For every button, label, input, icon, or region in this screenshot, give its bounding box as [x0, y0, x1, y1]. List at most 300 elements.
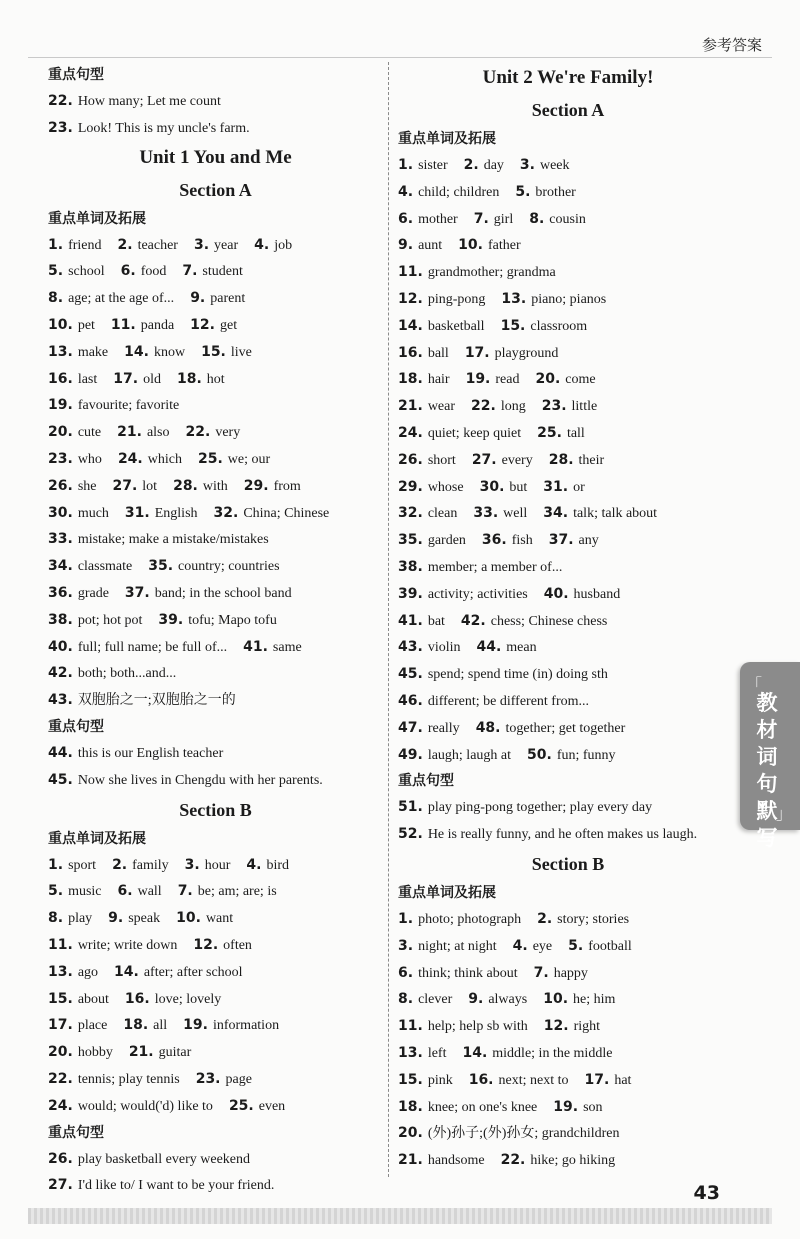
answer-line [48, 473, 383, 500]
answer-text: He is really funny, and he often makes us laugh. [427, 827, 698, 843]
answer-line [48, 607, 383, 634]
answer-number: 19. [48, 397, 73, 414]
answer-text: I'd like to/ I want to be your friend. [77, 1178, 275, 1194]
answer-number: 14. [398, 317, 423, 334]
answer-line [48, 312, 383, 339]
answer-line [398, 608, 738, 635]
answer-text: play basketball every weekend [77, 1151, 251, 1167]
answer-text: mistake; make a mistake/mistakes [77, 532, 269, 548]
answer-text: student [202, 264, 243, 280]
answer-number: 23. [195, 1070, 221, 1087]
answer-text: panda [140, 317, 175, 333]
answer-number: 15. [398, 1071, 423, 1088]
answer-number: 35. [398, 532, 423, 549]
column-divider [388, 62, 389, 1177]
answer-text: really [427, 720, 460, 736]
answer-text: make [77, 344, 109, 360]
answer-text: aunt [418, 238, 443, 254]
answer-text: together; get together [505, 720, 626, 736]
answer-text: lot [142, 478, 158, 494]
answer-text: left [427, 1045, 447, 1061]
answer-text: spend; spend time (in) doing sth [427, 667, 608, 683]
answer-number: 20. [48, 1044, 73, 1061]
answer-text: grandmother; grandma [427, 265, 556, 281]
answer-line [48, 580, 383, 607]
answer-text: grade [77, 585, 109, 601]
answer-line [398, 179, 738, 206]
answer-number: 40. [543, 585, 569, 602]
answer-text: well [503, 506, 528, 522]
answer-number: 3. [519, 157, 535, 173]
answer-text: father [487, 238, 521, 254]
answer-text: quiet; keep quiet [427, 425, 522, 441]
answer-text: fish [511, 533, 533, 549]
answer-number: 22. [500, 1152, 526, 1169]
answer-text: activity; activities [427, 586, 528, 602]
answer-line [398, 313, 738, 340]
answer-text: this is our English teacher [77, 745, 224, 761]
header-divider [28, 57, 772, 58]
answer-line [398, 821, 738, 848]
answer-number: 19. [465, 371, 491, 388]
sub-heading: 重点单词及拓展 [48, 830, 146, 847]
answer-line [398, 286, 738, 313]
answer-text: want [205, 911, 234, 927]
answer-number: 11. [48, 936, 73, 953]
answer-text: any [578, 533, 599, 549]
answer-number: 17. [584, 1071, 610, 1088]
answer-text: information [212, 1018, 280, 1034]
answer-text: fun; funny [556, 747, 616, 763]
answer-number: 15. [48, 990, 73, 1007]
answer-number: 13. [501, 290, 527, 307]
answer-number: 24. [48, 1097, 73, 1114]
answer-number: 49. [398, 746, 423, 763]
answer-number: 2. [112, 856, 128, 873]
answer-line [48, 878, 383, 905]
answer-text: talk; talk about [573, 506, 658, 522]
answer-text: wall [137, 884, 162, 900]
answer-number: 47. [398, 719, 423, 736]
answer-number: 16. [468, 1071, 494, 1088]
answer-text: job [274, 237, 293, 253]
answer-line [398, 1094, 738, 1121]
answer-text: place [77, 1018, 108, 1034]
answer-number: 44. [476, 639, 502, 656]
answer-text: bird [266, 857, 290, 873]
answer-text: same [272, 639, 302, 655]
answer-line [398, 661, 738, 688]
sub-heading: 重点句型 [48, 1124, 104, 1141]
answer-number: 31. [543, 478, 569, 495]
answer-number: 29. [398, 478, 423, 495]
answer-line [48, 500, 383, 527]
answer-number: 41. [398, 612, 423, 629]
answer-text: speak [128, 911, 161, 927]
answer-number: 39. [398, 585, 423, 602]
answer-line [48, 959, 383, 986]
answer-number: 21. [117, 424, 142, 441]
answer-text: ping-pong [427, 291, 486, 307]
answer-number: 9. [398, 237, 414, 254]
answer-number: 4. [398, 183, 414, 200]
answer-text: always [488, 992, 528, 1008]
answer-text: live [230, 344, 252, 360]
bracket-close-icon: 」 [775, 806, 792, 823]
answer-line [48, 1066, 383, 1093]
answer-number: 5. [568, 937, 584, 954]
answer-number: 10. [543, 991, 569, 1008]
answer-text: music [68, 884, 102, 900]
answer-text: hair [427, 372, 450, 388]
answer-text: classmate [77, 559, 133, 575]
answer-line [398, 232, 738, 259]
answer-number: 17. [48, 1017, 73, 1034]
answer-number: 2. [117, 236, 133, 253]
answer-text: mean [506, 640, 537, 656]
answer-number: 7. [177, 883, 193, 900]
answer-text: laugh; laugh at [427, 747, 512, 763]
answer-number: 11. [398, 264, 423, 281]
answer-text: ago [77, 964, 99, 980]
answer-text: but [509, 479, 528, 495]
answer-text: brother [535, 184, 576, 200]
answer-number: 9. [468, 991, 484, 1008]
answer-number: 3. [184, 856, 200, 873]
answer-text: hour [204, 857, 231, 873]
answer-text: or [573, 479, 585, 495]
answer-text: from [273, 478, 301, 494]
answer-number: 8. [48, 910, 64, 927]
answer-number: 25. [197, 450, 223, 467]
answer-text: band; in the school band [154, 585, 292, 601]
sub-heading: 重点句型 [48, 67, 104, 83]
answer-line [48, 1146, 383, 1173]
answer-text: with [202, 478, 228, 494]
answer-text: son [583, 1099, 603, 1115]
answer-line [398, 393, 738, 420]
answer-text: come [565, 372, 596, 388]
answer-text: 双胞胎之一;双胞胎之一的 [77, 693, 236, 709]
answer-number: 16. [124, 990, 150, 1007]
side-tab [740, 662, 800, 850]
answer-number: 40. [48, 638, 73, 655]
answer-number: 12. [543, 1018, 569, 1035]
answer-number: 19. [183, 1017, 208, 1034]
answer-text: be; am; are; is [197, 884, 277, 900]
answer-line [398, 474, 738, 501]
answer-text: Now she lives in Chengdu with her parents. [77, 772, 323, 788]
answer-number: 36. [48, 584, 73, 601]
answer-text: pot; hot pot [77, 612, 143, 628]
answer-line [398, 960, 738, 987]
answer-number: 14. [462, 1044, 488, 1061]
answer-text: she [77, 478, 97, 494]
answer-number: 51. [398, 799, 423, 816]
answer-text: play [68, 911, 93, 927]
answer-text: ball [427, 345, 449, 361]
answer-text: short [427, 452, 456, 468]
answer-number: 23. [48, 450, 73, 467]
answer-number: 13. [48, 343, 73, 360]
answer-line [398, 340, 738, 367]
bracket-open-icon: 「 [746, 677, 763, 694]
answer-number: 25. [228, 1097, 254, 1114]
answer-number: 39. [158, 611, 184, 628]
answer-number: 13. [398, 1044, 423, 1061]
sub-heading: 重点句型 [48, 718, 104, 735]
answer-number: 28. [548, 451, 574, 468]
answer-number: 1. [398, 910, 414, 927]
answer-number: 15. [500, 317, 526, 334]
answer-text: eye [532, 938, 553, 954]
side-tab-label: 教材词句默写 [756, 691, 778, 850]
answer-text: very [215, 425, 241, 441]
answer-number: 2. [537, 910, 553, 927]
answer-text: How many; Let me count [77, 94, 221, 109]
answer-number: 18. [398, 1098, 423, 1115]
answer-text: age; at the age of... [68, 291, 175, 307]
answer-number: 22. [48, 93, 73, 109]
answer-number: 17. [464, 344, 490, 361]
answer-text: we; our [227, 451, 271, 467]
answer-text: husband [573, 586, 621, 602]
answer-number: 10. [458, 237, 483, 254]
answer-line [398, 447, 738, 474]
answer-number: 21. [398, 1152, 423, 1169]
answer-number: 21. [398, 398, 423, 415]
answer-line [398, 715, 738, 742]
answer-text: photo; photograph [418, 911, 522, 927]
answer-number: 11. [398, 1018, 423, 1035]
section-title: Section B [531, 853, 605, 874]
answer-text: tennis; play tennis [77, 1071, 180, 1087]
answer-number: 8. [398, 991, 414, 1008]
answer-number: 12. [398, 290, 423, 307]
answer-text: help; help sb with [427, 1019, 528, 1035]
answer-number: 48. [475, 719, 501, 736]
answer-number: 23. [48, 119, 73, 136]
answer-line [48, 419, 383, 446]
answer-text: piano; pianos [531, 291, 607, 307]
answer-text: also [146, 425, 170, 441]
answer-number: 12. [190, 316, 215, 333]
answer-line [398, 794, 738, 821]
answer-text: old [143, 371, 161, 387]
answer-number: 1. [48, 236, 64, 253]
answer-number: 34. [543, 505, 569, 522]
page-number: 43 [693, 1182, 720, 1204]
answer-line [48, 232, 383, 259]
answer-text: girl [493, 211, 514, 227]
answer-number: 42. [460, 612, 486, 629]
answer-number: 32. [398, 505, 423, 522]
answer-text: (外)孙子;(外)孙女; grandchildren [427, 1126, 620, 1142]
answer-number: 5. [48, 883, 64, 900]
answer-text: member; a member of... [427, 559, 563, 575]
answer-number: 23. [541, 398, 567, 415]
answer-text: both; both...and... [77, 666, 177, 682]
answer-number: 45. [398, 666, 423, 683]
answer-line [48, 392, 383, 419]
answer-text: week [539, 158, 570, 173]
answer-line [48, 258, 383, 285]
answer-number: 9. [108, 910, 124, 927]
answer-number: 41. [243, 638, 268, 655]
answer-text: tall [566, 425, 585, 441]
answer-line [398, 581, 738, 608]
answer-number: 18. [398, 371, 423, 388]
answer-text: school [68, 264, 105, 280]
answer-line [398, 986, 738, 1013]
answer-line [398, 906, 738, 933]
sub-heading: 重点句型 [398, 773, 454, 790]
answer-text: who [77, 451, 102, 467]
answer-number: 38. [48, 611, 73, 628]
answer-number: 33. [48, 531, 73, 548]
answer-text: last [77, 371, 98, 387]
answer-text: hat [614, 1072, 632, 1088]
answer-text: hobby [77, 1045, 113, 1061]
answer-text: clean [427, 506, 458, 522]
answer-text: friend [68, 237, 102, 253]
answer-text: next; next to [498, 1072, 569, 1088]
answer-number: 37. [124, 584, 150, 601]
answer-text: little [571, 399, 598, 415]
answer-text: sister [418, 158, 448, 173]
answer-number: 24. [398, 424, 423, 441]
answer-line [48, 553, 383, 580]
answer-line [398, 1120, 738, 1147]
answer-line [398, 554, 738, 581]
answer-number: 4. [512, 937, 528, 954]
section-title: Section A [179, 179, 252, 200]
answer-number: 42. [48, 665, 73, 682]
answer-text: long [500, 399, 526, 415]
answer-text: pink [427, 1072, 453, 1088]
sub-heading: 重点单词及拓展 [398, 131, 496, 147]
answer-line [398, 420, 738, 447]
answer-number: 5. [48, 263, 64, 280]
answer-line [398, 688, 738, 715]
answer-text: read [495, 372, 520, 388]
answer-text: tofu; Mapo tofu [188, 612, 277, 628]
answer-line [398, 1147, 738, 1174]
answer-number: 43. [398, 639, 423, 656]
answer-text: right [573, 1019, 601, 1035]
answer-line [48, 1172, 383, 1199]
answer-line [48, 660, 383, 687]
answer-line [48, 905, 383, 932]
answer-number: 24. [117, 450, 143, 467]
answer-text: sport [68, 857, 97, 873]
answer-line [48, 115, 383, 142]
answer-number: 43. [48, 692, 73, 709]
answer-text: playground [494, 345, 559, 361]
answer-number: 27. [471, 451, 497, 468]
answer-number: 1. [398, 157, 414, 173]
answer-number: 29. [243, 477, 269, 494]
answer-text: country; countries [178, 559, 280, 575]
answer-number: 20. [398, 1125, 423, 1142]
answer-number: 8. [48, 290, 64, 307]
answer-line [48, 366, 383, 393]
answer-number: 1. [48, 856, 64, 873]
answer-number: 6. [117, 883, 133, 900]
answer-number: 27. [112, 477, 138, 494]
answer-line [398, 1067, 738, 1094]
answer-text: hike; go hiking [530, 1153, 616, 1169]
answer-text: hot [206, 371, 225, 387]
answer-text: mother [418, 211, 458, 227]
answer-text: full; full name; be full of... [77, 639, 228, 655]
answer-number: 5. [515, 183, 531, 200]
sub-heading: 重点单词及拓展 [48, 210, 146, 227]
section-title: Section B [179, 799, 252, 820]
answer-number: 52. [398, 826, 423, 843]
answer-number: 8. [529, 210, 545, 227]
answer-text: all [153, 1018, 168, 1034]
answer-line [48, 446, 383, 473]
answer-text: guitar [158, 1045, 192, 1061]
answer-line [398, 152, 738, 179]
answer-text: family [132, 857, 169, 873]
answer-text: he; him [573, 992, 616, 1008]
answer-number: 10. [48, 316, 73, 333]
answer-number: 11. [110, 316, 136, 333]
answer-line [398, 742, 738, 769]
answer-line [48, 687, 383, 714]
answer-text: child; children [418, 184, 500, 200]
answer-line [48, 526, 383, 553]
answer-text: even [258, 1098, 286, 1114]
header-tag: 参考答案 [701, 36, 762, 54]
answer-number: 45. [48, 771, 73, 788]
left-column [48, 62, 383, 1199]
answer-number: 14. [114, 963, 139, 980]
answer-number: 27. [48, 1177, 73, 1194]
answer-text: their [578, 452, 605, 468]
answer-number: 30. [479, 478, 505, 495]
answer-text: parent [210, 291, 246, 307]
answer-line [398, 206, 738, 233]
answer-number: 17. [113, 370, 139, 387]
answer-text: classroom [530, 318, 588, 334]
answer-line [48, 1093, 383, 1120]
answer-text: get [219, 317, 238, 333]
answer-text: which [147, 451, 182, 467]
answer-line [48, 932, 383, 959]
answer-number: 36. [481, 532, 507, 549]
answer-number: 22. [471, 398, 496, 415]
answer-number: 7. [182, 263, 198, 280]
answer-text: chess; Chinese chess [490, 613, 608, 629]
answer-text: favourite; favorite [77, 398, 180, 414]
answer-line [48, 285, 383, 312]
answer-number: 15. [201, 343, 226, 360]
answer-text: about [77, 991, 109, 1007]
answer-line [398, 933, 738, 960]
answer-number: 10. [176, 910, 201, 927]
answer-line [48, 852, 383, 879]
answer-text: knee; on one's knee [427, 1099, 538, 1115]
answer-text: night; at night [418, 938, 497, 954]
answer-number: 19. [553, 1098, 579, 1115]
answer-text: pet [77, 317, 95, 333]
answer-number: 26. [398, 451, 423, 468]
answer-text: often [223, 937, 252, 953]
answer-text: know [153, 344, 186, 360]
